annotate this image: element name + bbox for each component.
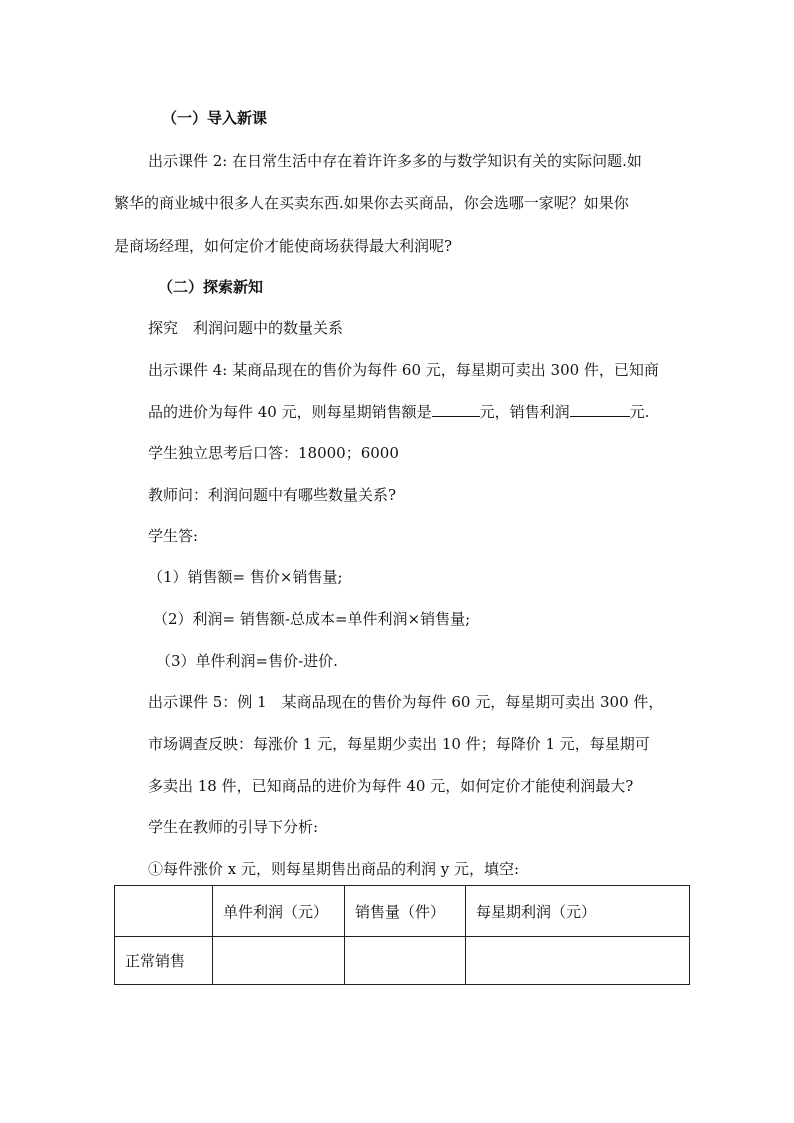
table-header-cell [115, 886, 213, 937]
relation-3: （3）单件利润=售价-进价. [156, 652, 338, 670]
courseware-5-line-2: 市场调查反映：每涨价 1 元，每星期少卖出 10 件；每降价 1 元，每星期可 [148, 735, 650, 753]
courseware-5-line-1: 出示课件 5：例 1 某商品现在的售价为每件 60 元，每星期可卖出 300 件， [148, 693, 664, 711]
explore-topic: 探究 利润问题中的数量关系 [148, 319, 344, 337]
fill-blank-sales-profit [570, 402, 630, 417]
courseware-4-line-2 [148, 402, 649, 422]
intro-paragraph-line-2: 繁华的商业城中很多人在买卖东西.如果你去买商品，你会选哪一家呢？如果你 [114, 194, 629, 212]
student-answer-label: 学生答: [148, 527, 199, 545]
relation-1: （1）销售额= 售价×销售量; [148, 568, 343, 586]
section-heading-explore: （二）探索新知 [158, 278, 264, 296]
courseware-4-line-1: 出示课件 4: 某商品现在的售价为每件 60 元，每星期可卖出 300 件，已知商 [148, 361, 659, 379]
courseware-5-line-3: 多卖出 18 件，已知商品的进价为每件 40 元，如何定价才能使利润最大? [148, 777, 634, 795]
table-header-cell: 每星期利润（元） [466, 886, 690, 937]
courseware-4-text-c: 元. [629, 403, 650, 421]
table-header-cell: 单件利润（元） [213, 886, 345, 937]
relation-2: （2）利润= 销售额-总成本=单件利润×销售量; [153, 610, 471, 628]
student-oral-answer: 学生独立思考后口答：18000；6000 [148, 444, 399, 462]
table-header-row [115, 886, 690, 937]
table-cell [466, 937, 690, 985]
table-row [115, 937, 690, 985]
courseware-4-text-a: 品的进价为每件 40 元，则每星期销售额是 [148, 403, 432, 421]
profit-table [114, 885, 690, 985]
table-row-label: 正常销售 [115, 937, 213, 985]
teacher-question: 教师问：利润问题中有哪些数量关系? [148, 486, 397, 504]
table-header-cell: 销售量（件） [345, 886, 466, 937]
table-cell [213, 937, 345, 985]
intro-paragraph-line-1: 出示课件 2: 在日常生活中存在着许许多多的与数学知识有关的实际问题.如 [148, 152, 642, 170]
table-cell [345, 937, 466, 985]
intro-paragraph-line-3: 是商场经理，如何定价才能使商场获得最大利润呢? [114, 237, 453, 255]
section-heading-intro: （一）导入新课 [162, 109, 268, 127]
courseware-4-text-b: 元，销售利润 [479, 403, 570, 421]
analysis-step-1: ①每件涨价 x 元，则每星期售出商品的利润 y 元，填空: [148, 860, 520, 878]
guided-analysis-intro: 学生在教师的引导下分析: [148, 818, 319, 836]
fill-blank-sales-amount [432, 402, 480, 417]
